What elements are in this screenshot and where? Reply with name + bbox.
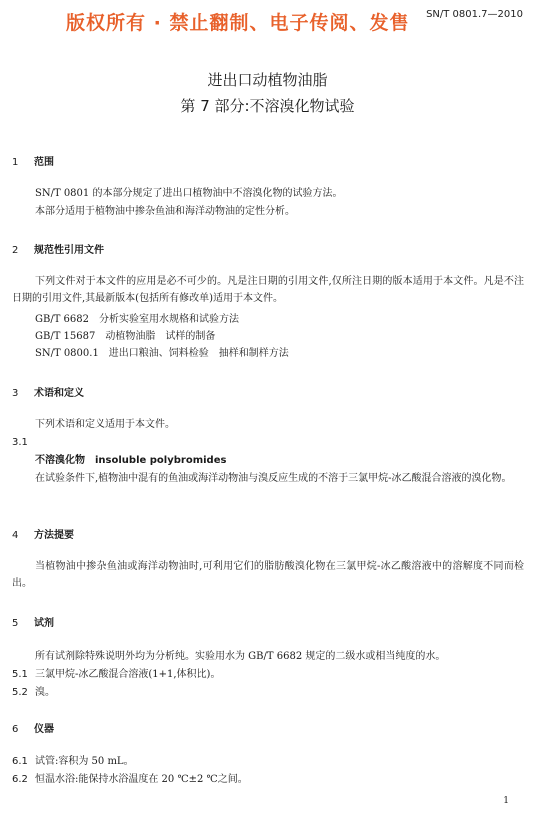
item-number: 5.1	[12, 669, 28, 680]
section-1-paragraph-2: 本部分适用于植物油中掺杂鱼油和海洋动物油的定性分析。	[35, 206, 295, 217]
document-subtitle: 第 7 部分:不溶溴化物试验	[180, 97, 355, 115]
section-title: 范围	[34, 157, 54, 168]
list-item	[12, 771, 248, 788]
section-1-heading	[12, 153, 54, 168]
section-4-heading	[12, 526, 74, 541]
item-number: 6.1	[12, 756, 28, 767]
reference-item: GB/T 15687 动植物油脂 试样的制备	[35, 331, 216, 342]
section-5-paragraph: 所有试剂除特殊说明外均为分析纯。实验用水为 GB/T 6682 规定的二级水或相当纯度的水。	[35, 651, 446, 662]
section-5-heading	[12, 614, 54, 629]
reference-item: SN/T 0800.1 进出口粮油、饲料检验 抽样和制样方法	[35, 348, 289, 359]
section-number: 1	[12, 157, 19, 168]
document-title: 进出口动植物油脂	[207, 71, 328, 89]
section-3-paragraph: 下列术语和定义适用于本文件。	[35, 419, 175, 430]
section-1-paragraph-1: SN/T 0801 的本部分规定了进出口植物油中不溶溴化物的试验方法。	[35, 188, 343, 199]
section-number: 2	[12, 245, 19, 256]
term-definition: 在试验条件下,植物油中混有的鱼油或海洋动物油与溴反应生成的不溶于三氯甲烷-冰乙酸混合溶液的溴化物。	[35, 473, 512, 484]
section-6-heading	[12, 720, 54, 735]
list-item	[12, 753, 134, 770]
subsection-number: 3.1	[12, 437, 28, 448]
list-item	[12, 666, 220, 683]
item-text: 试管:容积为 50 mL。	[35, 756, 134, 767]
section-number: 4	[12, 530, 19, 541]
reference-item: GB/T 6682 分析实验室用水规格和试验方法	[35, 314, 240, 325]
standard-code: SN/T 0801.7—2010	[426, 9, 523, 20]
section-title: 方法提要	[34, 530, 74, 541]
section-title: 仪器	[34, 724, 54, 735]
section-title: 试剂	[34, 618, 54, 629]
section-title: 规范性引用文件	[34, 245, 104, 256]
section-2-paragraph: 下列文件对于本文件的应用是必不可少的。凡是注日期的引用文件,仅所注日期的版本适用于本文件。凡是不注日期的引用文件,其最新版本(包括所有修改单)适用于本文件。	[12, 276, 524, 304]
term-name: 不溶溴化物 insoluble polybromides	[35, 455, 227, 466]
list-item	[12, 684, 55, 701]
section-3-heading	[12, 384, 84, 399]
section-2-heading	[12, 241, 104, 256]
copyright-watermark: 版权所有 · 禁止翻制、电子传阅、发售	[66, 12, 410, 34]
section-title: 术语和定义	[34, 388, 84, 399]
item-text: 三氯甲烷-冰乙酸混合溶液(1+1,体积比)。	[35, 669, 221, 680]
item-number: 5.2	[12, 687, 28, 698]
section-number: 6	[12, 724, 19, 735]
page-number: 1	[503, 796, 509, 806]
section-4-paragraph: 当植物油中掺杂鱼油或海洋动物油时,可利用它们的脂肪酸溴化物在三氯甲烷-冰乙酸溶液中的溶解度不同而检出。	[12, 561, 524, 589]
item-text: 溴。	[35, 687, 55, 698]
section-number: 5	[12, 618, 19, 629]
section-number: 3	[12, 388, 19, 399]
item-number: 6.2	[12, 774, 28, 785]
item-text: 恒温水浴:能保持水浴温度在 20 ℃±2 ℃之间。	[35, 774, 248, 785]
